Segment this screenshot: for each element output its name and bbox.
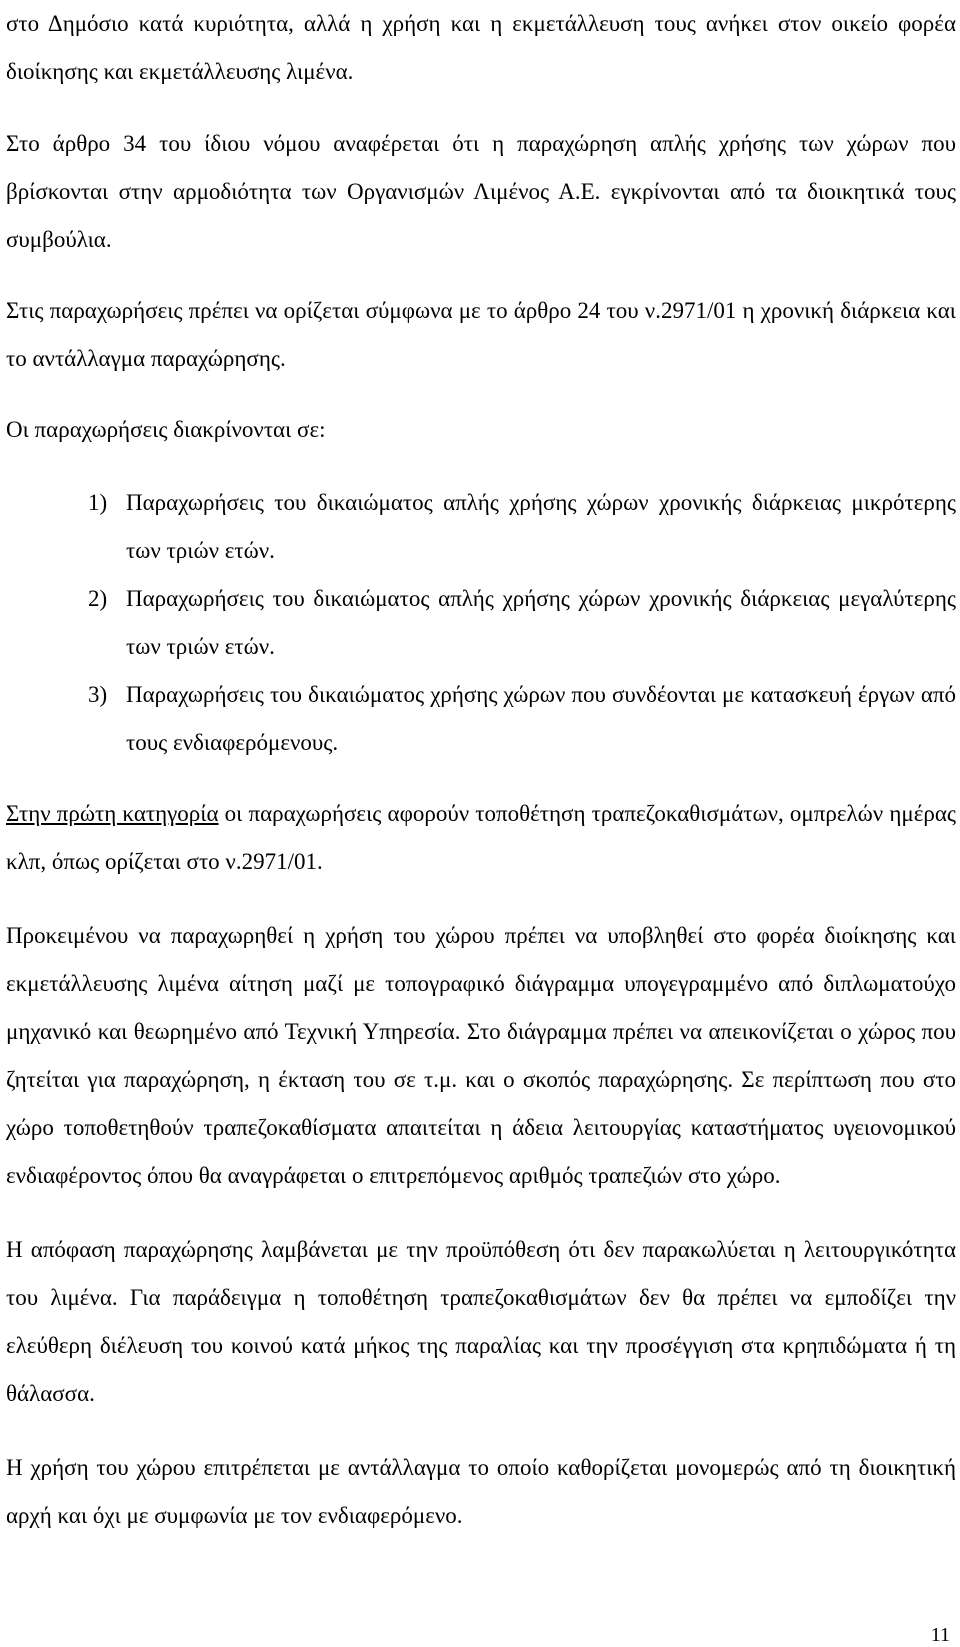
list-item: [6, 479, 956, 575]
list-item-text: Παραχωρήσεις του δικαιώματος χρήσης χώρων που συνδέονται με κατασκευή έργων από τους ενδιαφερόμενους.: [126, 682, 956, 755]
list-item: [6, 671, 956, 767]
paragraph-ownership: στο Δημόσιο κατά κυριότητα, αλλά η χρήση και η εκμετάλλευση τους ανήκει στον οικείο φορέα διοίκησης και εκμετάλλευσης λιμένα.: [6, 11, 956, 84]
paragraph-decision: Η απόφαση παραχώρησης λαμβάνεται με την προϋπόθεση ότι δεν παρακωλύεται η λειτουργικότητα του λιμένα. Για παράδειγμα η τοποθέτηση τραπεζοκαθισμάτων δεν θα πρέπει να εμποδίζει την ελεύθερη διέλευση του κοινού κατά μήκος της παραλίας και την προσέγγιση στα κρηπιδώματα ή τη θάλασσα.: [6, 1237, 956, 1406]
paragraph-first-category: [6, 790, 956, 886]
list-item-text: Παραχωρήσεις του δικαιώματος απλής χρήσης χώρων χρονικής διάρκειας μικρότερης των τριών ετών.: [126, 490, 956, 563]
list-item-number: 1): [88, 490, 108, 515]
page-number: 11: [930, 1624, 950, 1646]
list-item: [6, 575, 956, 671]
list-item-number: 2): [88, 586, 108, 611]
paragraph-consideration: Η χρήση του χώρου επιτρέπεται με αντάλλαγμα το οποίο καθορίζεται μονομερώς από τη διοικητική αρχή και όχι με συμφωνία με τον ενδιαφερόμενο.: [6, 1455, 956, 1528]
categories-list: [6, 479, 956, 767]
first-category-text: οι παραχωρήσεις αφορούν τοποθέτηση τραπεζοκαθισμάτων, ομπρελών ημέρας κλπ, όπως ορίζεται στο ν.2971/01.: [6, 801, 956, 874]
document-page: [6, 0, 956, 1540]
paragraph-categories-intro: Οι παραχωρήσεις διακρίνονται σε:: [6, 417, 326, 442]
list-item-number: 3): [88, 682, 108, 707]
paragraph-application: Προκειμένου να παραχωρηθεί η χρήση του χώρου πρέπει να υποβληθεί στο φορέα διοίκησης και εκμετάλλευσης λιμένα αίτηση μαζί με τοπογραφικό διάγραμμα υπογεγραμμένο από διπλωματούχο μηχανικό και θεωρημένο από Τεχνική Υπηρεσία. Στο διάγραμμα πρέπει να απεικονίζεται ο χώρος που ζητείται για παραχώρηση, η έκταση του σε τ.μ. και ο σκοπός παραχώρησης. Σε περίπτωση που στο χώρο τοποθετηθούν τραπεζοκαθίσματα απαιτείται η άδεια λειτουργίας καταστήματος υγειονομικού ενδιαφέροντος όπου θα αναγράφεται ο επιτρεπόμενος αριθμός τραπεζιών στο χώρο.: [6, 923, 956, 1188]
paragraph-article-34: Στο άρθρο 34 του ίδιου νόμου αναφέρεται ότι η παραχώρηση απλής χρήσης των χώρων που βρίσκονται στην αρμοδιότητα των Οργανισμών Λιμένος Α.Ε. εγκρίνονται από τα διοικητικά τους συμβούλια.: [6, 131, 956, 252]
first-category-underlined: Στην πρώτη κατηγορία: [6, 801, 219, 826]
paragraph-article-24: Στις παραχωρήσεις πρέπει να ορίζεται σύμφωνα με το άρθρο 24 του ν.2971/01 η χρονική διάρκεια και το αντάλλαγμα παραχώρησης.: [6, 298, 956, 371]
list-item-text: Παραχωρήσεις του δικαιώματος απλής χρήσης χώρων χρονικής διάρκειας μεγαλύτερης των τριών ετών.: [126, 586, 956, 659]
